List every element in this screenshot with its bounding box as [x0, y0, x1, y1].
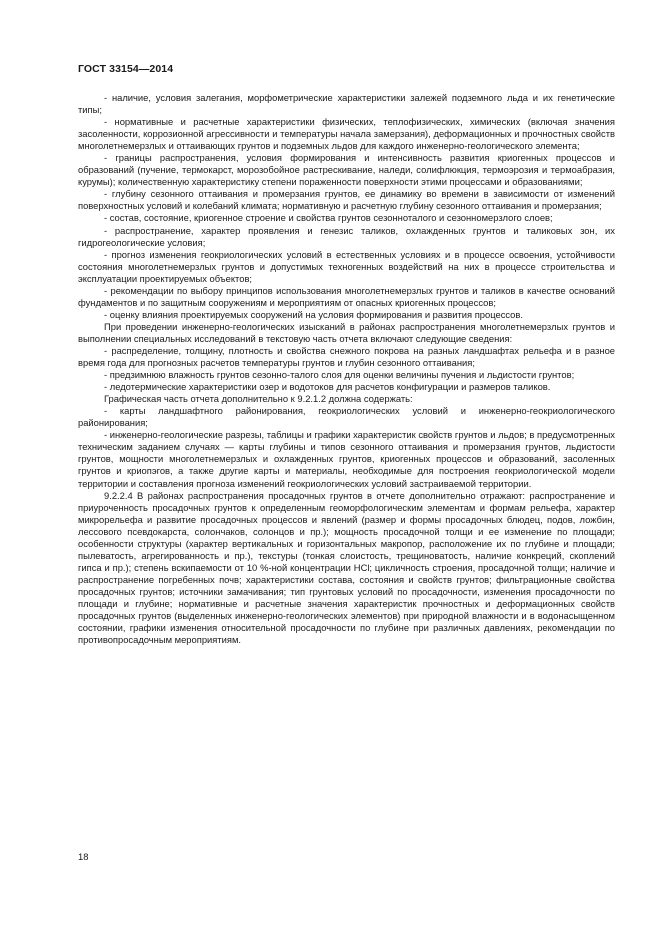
paragraph: - инженерно-геологические разрезы, таблицы и графики характеристик свойств грунтов и льдов; в предусмотренных техническим заданием случаях — карты глубины и типов сезонного оттаивания и промерзания грунтов, льдистости грунтов, мощности многолетнемерзлых и охлажденных грунтов, криогенных процессов и образований, засоленных грунтов и криопэгов, а также другие карты и материалы, необходимые для построения геокриологической модели территории и составления прогноза изменений геокриологических условий застраиваемой территории.	[78, 429, 615, 489]
paragraph: При проведении инженерно-геологических изысканий в районах распространения многолетнемерзлых грунтов и выполнении специальных исследований в текстовую часть отчета включают следующие сведения:	[78, 320, 615, 344]
paragraph: - наличие, условия залегания, морфометрические характеристики залежей подземного льда и их генетические типы;	[78, 92, 615, 116]
document-header: ГОСТ 33154—2014	[78, 63, 174, 75]
paragraph: - границы распространения, условия формирования и интенсивность развития криогенных процессов и образований (пучение, термокарст, морозобойное растрескивание, наледи, солифлюкция, термоэрозия и термоабразия, курумы); количественную характеристику степени пораженности поверхности этими процессами и образованиями;	[78, 152, 615, 188]
document-body	[78, 92, 615, 646]
paragraph: - ледотермические характеристики озер и водотоков для расчетов конфигурации и размеров таликов.	[104, 381, 551, 393]
paragraph: 9.2.2.4 В районах распространения просадочных грунтов в отчете дополнительно отражают: распространение и приуроченность просадочных грунтов к определенным геоморфологическим элементам и формам рельефа, характер микрорельефа и развитие просадочных процессов и явлений (размер и формы просадочных блюдец, подов, ложбин, лессового псевдокарста, солончаков, солонцов и пр.); мощность просадочной толщи и ее изменение по площади; особенности структуры (характер вертикальных и горизонтальных макропор, расположение их по глубине и площади; пылеватость, агрегированность и пр.), текстуры (тонкая слоистость, трещиноватость, наличие конкреций, скоплений гипса и пр.); степень вскипаемости от 10 %-ной концентрации HCl; цикличность строения, просадочной толщи; наличие и распространение погребенных почв; характеристики состава, состояния и свойств грунтов; фильтрационные свойства просадочных грунтов; источники замачивания; тип грунтовых условий по просадочности, изменения просадочности по площади и глубине; нормативные и расчетные значения характеристик прочностных и деформационных свойств просадочных грунтов (выделенных инженерно-геологических элементов) при природной влажности и в водонасыщенном состоянии, графики изменения относительной просадочности по глубине при различных давлениях, рекомендации по противопросадочным мероприятиям.	[78, 489, 615, 646]
paragraph: - предзимнюю влажность грунтов сезонно-талого слоя для оценки величины пучения и льдистости грунтов;	[104, 369, 575, 381]
page-number: 18	[78, 851, 89, 862]
paragraph: - карты ландшафтного районирования, геокриологических условий и инженерно-геокриологического районирования;	[78, 405, 615, 429]
paragraph: - состав, состояние, криогенное строение и свойства грунтов сезонноталого и сезонномерзлого слоев;	[104, 212, 553, 224]
paragraph: - распространение, характер проявления и генезис таликов, охлажденных грунтов и таликовых зон, их гидрогеологические условия;	[78, 224, 615, 248]
paragraph: - нормативные и расчетные характеристики физических, теплофизических, химических (включая значения засоленности, коррозионной агрессивности и температуры начала замерзания), деформационных и прочностных свойств многолетнемерзлых и оттаивающих грунтов и подземных льдов для каждого инженерно-геологического элемента;	[78, 116, 615, 152]
paragraph: Графическая часть отчета дополнительно к 9.2.1.2 должна содержать:	[104, 393, 413, 405]
paragraph: - рекомендации по выбору принципов использования многолетнемерзлых грунтов и таликов в качестве оснований фундаментов и по защитным сооружениям и мероприятиям от опасных криогенных процессов;	[78, 284, 615, 308]
paragraph: - распределение, толщину, плотность и свойства снежного покрова на разных ландшафтах рельефа и в разное время года для прогнозных расчетов температуры грунтов и глубин сезонного оттаивания;	[78, 344, 615, 369]
paragraph: - глубину сезонного оттаивания и промерзания грунтов, ее динамику во времени в зависимости от изменений поверхностных условий и колебаний климата; нормативную и расчетную глубину сезонного оттаивания и промерзания;	[78, 188, 615, 212]
paragraph: - прогноз изменения геокриологических условий в естественных условиях и в процессе освоения, устойчивости состояния многолетнемерзлых грунтов и допустимых техногенных воздействий на них в процессе строительства и эксплуатации проектируемых объектов;	[78, 248, 615, 284]
paragraph: - оценку влияния проектируемых сооружений на условия формирования и развития процессов.	[104, 308, 523, 320]
